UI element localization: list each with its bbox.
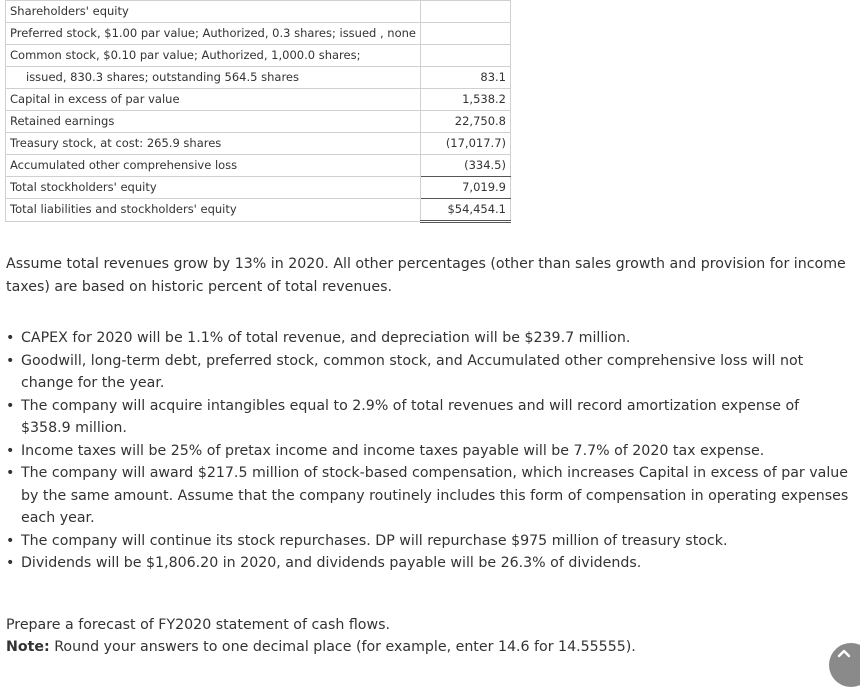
list-item [0, 440, 852, 463]
rounding-note [6, 636, 636, 659]
table-row [6, 1, 511, 23]
table-row [6, 133, 511, 155]
note-label: Note: [6, 639, 50, 655]
shareholders-equity-table [5, 0, 511, 223]
row-amount: 83.1 [421, 67, 511, 89]
table-row [6, 67, 511, 89]
bullet-icon: • [6, 442, 15, 459]
row-amount: (17,017.7) [421, 133, 511, 155]
note-text: Round your answers to one decimal place (for example, enter 14.6 for 14.55555). [49, 639, 636, 655]
row-label: Shareholders' equity [6, 1, 421, 23]
list-item [0, 552, 852, 575]
chevron-up-icon [837, 648, 851, 658]
row-amount [421, 45, 511, 67]
assumption-intro: Assume total revenues grow by 13% in 2020. All other percentages (other than sales growth and provision for income taxes) are based on historic percent of total revenues. [6, 256, 846, 295]
bullet-icon: • [6, 532, 15, 549]
prepare-instruction: Prepare a forecast of FY2020 statement of cash flows. [6, 617, 390, 633]
list-item [0, 395, 852, 440]
row-amount: 1,538.2 [421, 89, 511, 111]
row-label: Retained earnings [6, 111, 421, 133]
list-item-text: The company will continue its stock repurchases. DP will repurchase $975 million of treasury stock. [21, 532, 728, 549]
row-amount: $54,454.1 [421, 199, 511, 222]
table-row [6, 199, 511, 222]
row-label: Treasury stock, at cost: 265.9 shares [6, 133, 421, 155]
row-amount [421, 23, 511, 45]
scroll-to-top-button[interactable] [829, 643, 860, 687]
bullet-icon: • [6, 555, 15, 571]
bullet-icon: • [6, 330, 15, 346]
row-label: Accumulated other comprehensive loss [6, 155, 421, 177]
row-amount: (334.5) [421, 155, 511, 177]
list-item [0, 530, 852, 553]
table-row [6, 23, 511, 45]
list-item [0, 350, 852, 395]
row-label: Preferred stock, $1.00 par value; Authorized, 0.3 shares; issued , none [6, 23, 421, 45]
list-item-text: Income taxes will be 25% of pretax income and income taxes payable will be 7.7% of 2020 tax expense. [21, 442, 765, 459]
table-row [6, 111, 511, 133]
list-item [0, 327, 852, 350]
row-label: issued, 830.3 shares; outstanding 564.5 shares [6, 67, 421, 89]
table-row [6, 45, 511, 67]
list-item-text: The company will award $217.5 million of stock-based compensation, which increases Capital in excess of par value by the same amount. Assume that the company routinely includes this form of compensation in operating expenses each year. [21, 465, 849, 526]
row-label: Common stock, $0.10 par value; Authorized, 1,000.0 shares; [6, 45, 421, 67]
assumption-list [0, 327, 852, 575]
list-item-text: Goodwill, long-term debt, preferred stock, common stock, and Accumulated other comprehensive loss will not change for the year. [21, 352, 804, 391]
list-item-text: The company will acquire intangibles equal to 2.9% of total revenues and will record amortization expense of $358.9 million. [21, 397, 800, 436]
table-row [6, 89, 511, 111]
list-item-text: CAPEX for 2020 will be 1.1% of total revenue, and depreciation will be $239.7 million. [21, 330, 631, 346]
list-item [0, 462, 852, 530]
row-label: Capital in excess of par value [6, 89, 421, 111]
table-row [6, 155, 511, 177]
row-label: Total stockholders' equity [6, 177, 421, 199]
row-amount: 22,750.8 [421, 111, 511, 133]
row-amount: 7,019.9 [421, 177, 511, 199]
bullet-icon: • [6, 352, 15, 369]
bullet-icon: • [6, 397, 15, 414]
row-amount [421, 1, 511, 23]
list-item-text: Dividends will be $1,806.20 in 2020, and dividends payable will be 26.3% of dividends. [21, 555, 642, 571]
bullet-icon: • [6, 465, 15, 481]
row-label: Total liabilities and stockholders' equity [6, 199, 421, 222]
table-row [6, 177, 511, 199]
